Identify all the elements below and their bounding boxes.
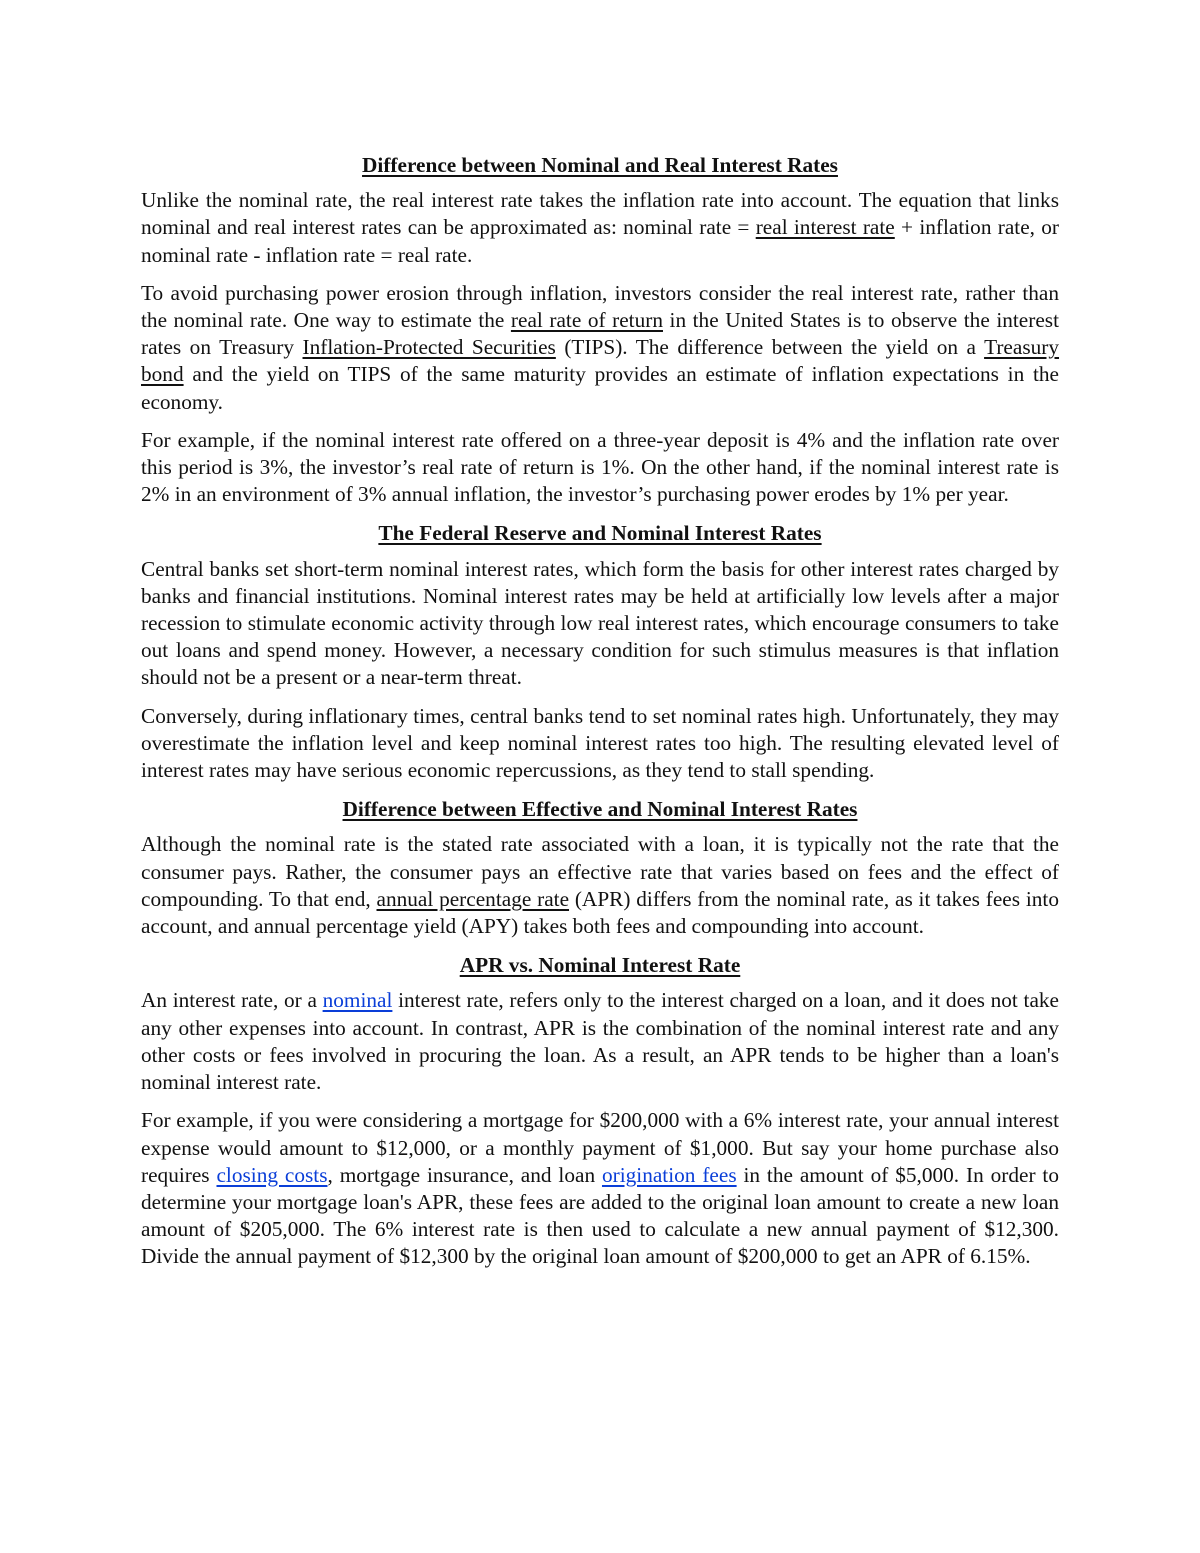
section-heading: The Federal Reserve and Nominal Interest Rates: [378, 521, 822, 546]
section-nominal-vs-real: [141, 152, 1059, 508]
section-heading: APR vs. Nominal Interest Rate: [459, 953, 741, 978]
section-effective-vs-nominal: [141, 796, 1059, 940]
text-run: in the United States is to observe the interest rates on Treasury: [141, 308, 1059, 360]
text-run: For example, if the nominal interest rate offered on a three-year deposit is 4% and the inflation rate over this period is 3%, the investor’s real rate of return is 1%. On the other hand, if the nominal interest rate is 2% in an environment of 3% annual inflation, the investor’s purchasing power erodes by 1% per year.: [141, 427, 1059, 507]
underlined-term: real interest rate: [755, 215, 895, 240]
text-run: in the amount of $5,000. In order to determine your mortgage loan's APR, these fees are added to the original loan amount to create a new loan amount of $205,000. The 6% interest rate is then used to calculate a new annual payment of $12,300. Divide the annual payment of $12,300 by the original loan amount of $200,000 to get an APR of 6.15%.: [141, 1162, 1059, 1269]
paragraph: [141, 187, 1059, 269]
text-run: (APR) differs from the nominal rate, as it takes fees into account, and annual percentage yield (APY) takes both fees and compounding into account.: [141, 886, 1059, 939]
link-nominal[interactable]: nominal: [322, 988, 393, 1013]
paragraph: [141, 1107, 1059, 1270]
text-run: interest rate, refers only to the interest charged on a loan, and it does not take any other expenses into account. In contrast, APR is the combination of the nominal interest rate and any other costs or fees involved in procuring the loan. As a result, an APR tends to be higher than a loan's nominal interest rate.: [141, 988, 1060, 1095]
text-run: and the yield on TIPS of the same maturity provides an estimate of inflation expectations in the economy.: [141, 362, 1059, 414]
paragraph: [141, 703, 1059, 785]
text-run: (TIPS). The difference between the yield on a: [555, 335, 985, 360]
paragraph: [141, 556, 1059, 692]
section-apr-vs-nominal: [141, 952, 1059, 1270]
text-run: Unlike the nominal rate, the real interest rate takes the inflation rate into account. The equation that links nominal and real interest rates can be approximated as: nominal rate =: [141, 188, 1059, 240]
text-run: An interest rate, or a: [141, 988, 323, 1013]
underlined-term: Treasury bond: [141, 335, 1060, 387]
text-run: + inflation rate, or nominal rate - inflation rate = real rate.: [141, 215, 1059, 267]
text-run: For example, if you were considering a mortgage for $200,000 with a 6% interest rate, your annual interest expense would amount to $12,000, or a monthly payment of $1,000. But say your home purchase also requires: [141, 1108, 1059, 1187]
text-run: To avoid purchasing power erosion through inflation, investors consider the real interest rate, rather than the nominal rate. One way to estimate the: [141, 280, 1059, 333]
paragraph: [141, 987, 1059, 1096]
paragraph: [141, 427, 1059, 509]
section-federal-reserve: [141, 520, 1059, 784]
section-heading: Difference between Effective and Nominal Interest Rates: [342, 797, 858, 822]
document-page: [141, 152, 1059, 1282]
text-run: Central banks set short-term nominal interest rates, which form the basis for other interest rates charged by banks and financial institutions. Nominal interest rates may be held at artificially low levels after a major recession to stimulate economic activity through low real interest rates, which encourage consumers to take out loans and spend money. However, a necessary condition for such stimulus measures is that inflation should not be a present or a near-term threat.: [141, 556, 1059, 690]
section-heading: Difference between Nominal and Real Interest Rates: [362, 153, 838, 177]
underlined-term: annual percentage rate: [376, 886, 570, 911]
text-run: , mortgage insurance, and loan: [327, 1162, 602, 1187]
link-closing-costs[interactable]: closing costs: [216, 1162, 328, 1187]
text-run: Although the nominal rate is the stated rate associated with a loan, it is typically not the rate that the consumer pays. Rather, the consumer pays an effective rate that varies based on fees and the effect of compounding. To that end,: [141, 832, 1059, 911]
underlined-term: real rate of return: [510, 308, 663, 333]
underlined-term: Inflation-Protected Securities: [302, 335, 556, 360]
paragraph: [141, 280, 1059, 416]
paragraph: [141, 831, 1059, 940]
link-origination-fees[interactable]: origination fees: [601, 1162, 737, 1187]
text-run: Conversely, during inflationary times, central banks tend to set nominal rates high. Unfortunately, they may overestimate the inflation level and keep nominal interest rates too high. The resulting elevated level of interest rates may have serious economic repercussions, as they tend to stall spending.: [141, 703, 1059, 783]
